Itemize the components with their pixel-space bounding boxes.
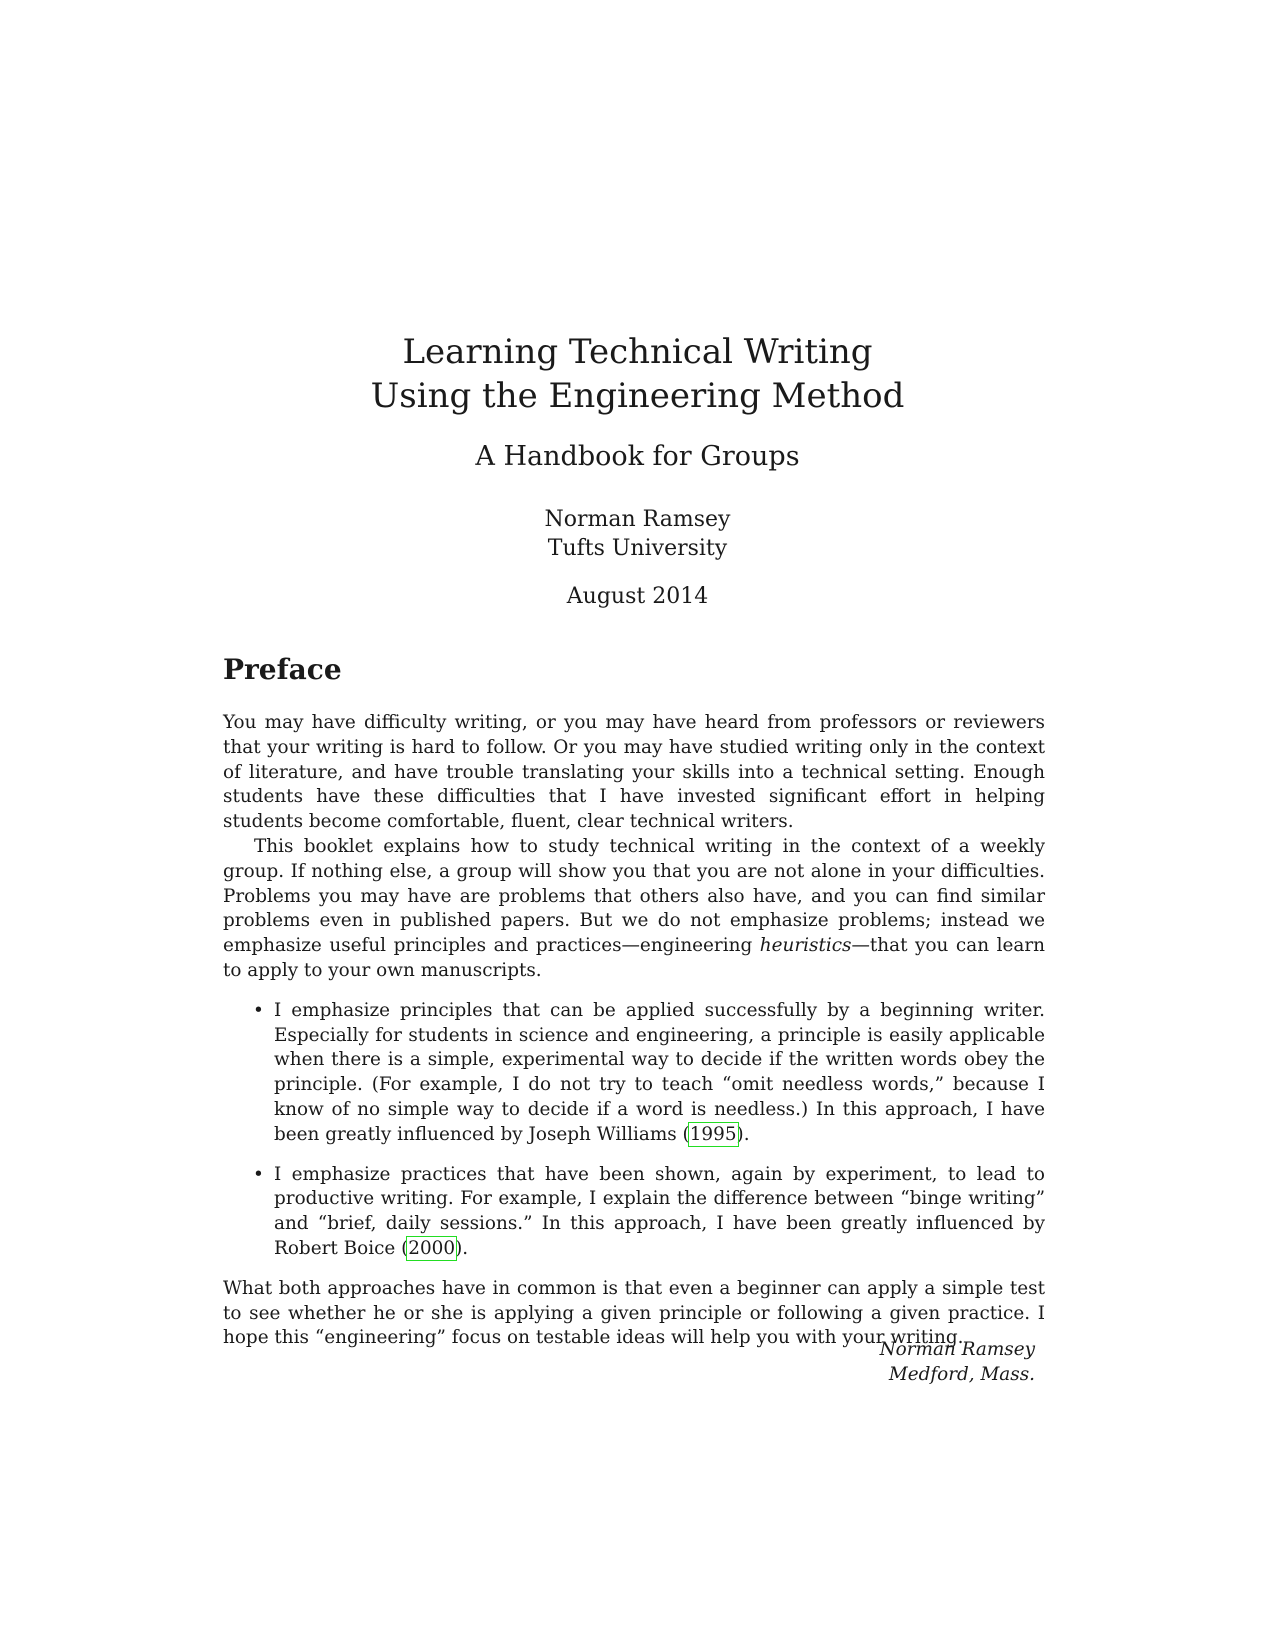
list-item: [223, 1163, 1045, 1262]
bullet-icon: •: [253, 999, 264, 1021]
preface-paragraph-2: [223, 835, 1045, 984]
list-item-text-end: ).: [736, 1123, 750, 1145]
citation-link-williams[interactable]: 1995: [689, 1123, 737, 1145]
list-item-text: I emphasize practices that have been shown, again by experiment, to lead to productive writing. For example, I explain the difference between “binge writing” and “brief, daily sessions.” In this approach, I have been greatly influenced by Robert Boice (: [274, 1163, 1045, 1259]
signature-block: [880, 1338, 1035, 1388]
paragraph-2-text: This booklet explains how to study technical writing in the context of a weekly group. If nothing else, a group will show you that you are not alone in your difficulties. Problems you may have are problems that others also have, and you can find similar problems even in published papers. But we do not emphasize problems; instead we emphasize useful principles and practices—engineering: [223, 835, 1045, 957]
subtitle-block: [0, 440, 1275, 474]
author-block: [0, 505, 1275, 563]
publication-date: August 2014: [566, 584, 709, 609]
title-line-2: Using the Engineering Method: [370, 376, 905, 416]
title-block: [0, 330, 1275, 418]
preface-body: [223, 711, 1045, 1351]
date-block: [0, 582, 1275, 611]
principles-list: [223, 999, 1045, 1262]
heuristics-emphasis: heuristics: [759, 935, 852, 957]
subtitle: A Handbook for Groups: [475, 441, 800, 472]
bullet-icon: •: [253, 1163, 264, 1185]
author-name: Norman Ramsey: [544, 507, 731, 532]
author-affiliation: Tufts University: [547, 536, 728, 561]
preface-paragraph-1: You may have difficulty writing, or you may have heard from professors or reviewers that your writing is hard to follow. Or you may have studied writing only in the context of literature, and have trouble translating your skills into a technical setting. Enough students have these difficulties that I have invested significant effort in helping students become comfortable, fluent, clear technical writers.: [223, 712, 1045, 833]
list-item-text: I emphasize principles that can be applied successfully by a beginning writer. Especially for students in science and engineering, a principle is easily applicable when there is a simple, experimental way to decide if the written words obey the principle. (For example, I do not try to teach “omit needless words,” because I know of no simple way to decide if a word is needless.) In this approach, I have been greatly influenced by Joseph Williams (: [274, 999, 1045, 1145]
title-line-1: Learning Technical Writing: [402, 332, 873, 372]
preface-paragraph-3: What both approaches have in common is that even a beginner can apply a simple test to see whether he or she is applying a given principle or following a given practice. I hope this “engineering” focus on testable ideas will help you with your writing.: [223, 1277, 1045, 1349]
signature-place: Medford, Mass.: [888, 1363, 1035, 1385]
signature-name: Norman Ramsey: [879, 1339, 1035, 1360]
list-item: [223, 999, 1045, 1148]
preface-heading: Preface: [223, 653, 342, 686]
paragraph-2-text-end: —that you can learn to apply to your own manuscripts.: [223, 935, 1045, 981]
citation-link-boice[interactable]: 2000: [408, 1237, 456, 1259]
list-item-text-end: ).: [455, 1237, 469, 1259]
